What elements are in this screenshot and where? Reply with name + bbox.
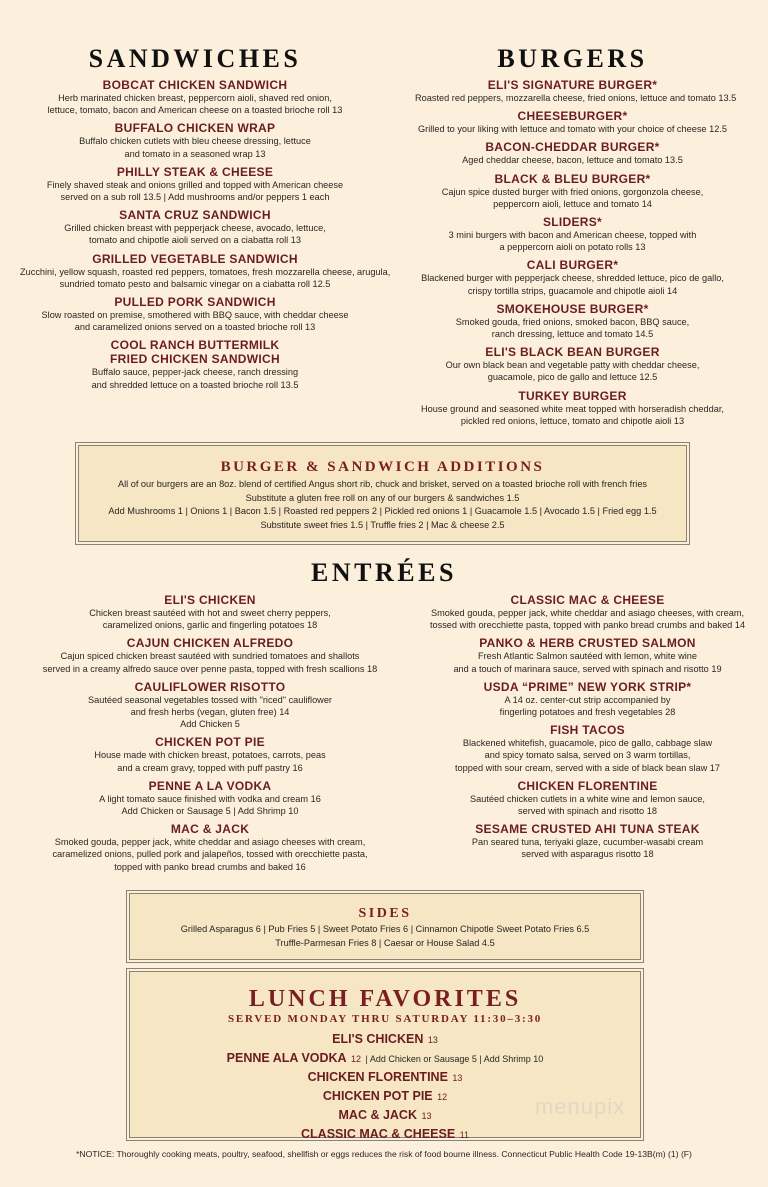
burgers-section xyxy=(415,44,737,432)
lunch-items xyxy=(130,1030,640,1144)
item-description: and fresh herbs (vegan, gluten free) 14 xyxy=(130,707,290,718)
sandwiches-list xyxy=(20,78,391,391)
entrees-title: ENTRÉES xyxy=(311,558,457,587)
item-description: sundried tomato pesto and balsamic vinegar on a ciabatta roll 12.5 xyxy=(59,278,331,289)
sandwiches-section xyxy=(20,44,391,396)
menu-item xyxy=(20,165,370,203)
item-description: Blackened whitefish, guacamole, pico de gallo, cabbage slaw xyxy=(462,738,713,749)
item-name: BOBCAT CHICKEN SANDWICH xyxy=(102,78,288,92)
item-description: guacamole, pico de gallo and lettuce 12.5 xyxy=(487,372,658,383)
item-name: SESAME CRUSTED AHI TUNA STEAK xyxy=(475,822,700,837)
menu-item xyxy=(20,295,370,333)
box-line: Substitute a gluten free roll on any of our burgers & sandwiches 1.5 xyxy=(245,492,520,503)
menu-item xyxy=(20,636,400,674)
item-description: and tomato in a seasoned wrap 13 xyxy=(124,148,266,159)
menu-item xyxy=(20,593,400,631)
item-name: SMOKEHOUSE BURGER* xyxy=(496,301,649,316)
item-description: Add Chicken or Sausage 5 | Add Shrimp 10 xyxy=(121,806,299,817)
menu-item xyxy=(400,680,768,718)
item-name: PANKO & HERB CRUSTED SALMON xyxy=(479,636,696,651)
menu-item xyxy=(20,822,400,873)
item-name: ELI'S SIGNATURE BURGER* xyxy=(487,78,658,92)
item-description: House ground and seasoned white meat topped with horseradish cheddar, xyxy=(421,403,724,414)
lunch-subtitle: SERVED MONDAY THRU SATURDAY 11:30–3:30 xyxy=(227,1013,543,1025)
entrees-left-list xyxy=(20,593,400,873)
item-description: peppercorn aioli, lettuce and tomato 14 xyxy=(493,198,652,209)
menu-item xyxy=(20,338,370,390)
item-description: and a touch of marinara sauce, served with spinach and risotto 19 xyxy=(453,663,722,674)
item-description: and spicy tomato salsa, served on 3 warm tortillas, xyxy=(484,750,691,761)
item-description: House made with chicken breast, potatoes, carrots, peas xyxy=(94,750,326,761)
item-description: tossed with orecchiette pasta, topped with panko bread crumbs and baked 14 xyxy=(429,620,746,631)
item-description: Add Chicken 5 xyxy=(180,719,240,730)
item-description: Blackened burger with pepperjack cheese, shredded lettuce, pico de gallo, xyxy=(421,273,724,284)
lunch-item-name: ELI'S CHICKEN xyxy=(332,1032,424,1046)
item-name: CAJUN CHICKEN ALFREDO xyxy=(126,636,294,651)
additions-box xyxy=(78,445,687,542)
item-name: ELI'S BLACK BEAN BURGER xyxy=(485,345,660,360)
menu-item xyxy=(415,172,730,210)
lunch-item-price: 13 xyxy=(452,1073,463,1083)
item-description: served with asparagus risotto 18 xyxy=(521,849,654,860)
menu-item xyxy=(400,636,768,674)
item-name: CHICKEN POT PIE xyxy=(155,735,265,750)
item-name: ELI'S CHICKEN xyxy=(164,593,256,607)
menu-item xyxy=(400,779,768,817)
item-name: BACON-CHEDDAR BURGER* xyxy=(485,140,660,155)
item-description: Our own black bean and vegetable patty with cheddar cheese, xyxy=(445,360,700,371)
box-line: Substitute sweet fries 1.5 | Truffle fries 2 | Mac & cheese 2.5 xyxy=(260,519,505,530)
item-description: lettuce, tomato, bacon and American cheese on a toasted brioche roll 13 xyxy=(47,105,343,116)
item-description: tomato and chipotle aioli served on a ciabatta roll 13 xyxy=(89,235,301,246)
item-name: USDA “PRIME” NEW YORK STRIP* xyxy=(483,679,692,694)
menu-item xyxy=(415,258,730,296)
item-description: fingerling potatoes and fresh vegetables 28 xyxy=(499,707,676,718)
entrees-right xyxy=(400,593,768,866)
entrees-left xyxy=(20,593,400,878)
lunch-item-price: 13 xyxy=(427,1035,438,1045)
lunch-item xyxy=(130,1049,640,1068)
item-description: caramelized onions, garlic and fingerling potatoes 18 xyxy=(102,620,318,631)
menu-item xyxy=(415,215,730,253)
item-description: Smoked gouda, pepper jack, white cheddar and asiago cheeses, with cream, xyxy=(430,608,745,618)
item-name: PENNE A LA VODKA xyxy=(148,778,272,793)
item-name: COOL RANCH BUTTERMILK xyxy=(110,338,280,353)
menu-item xyxy=(400,593,768,631)
menu-item xyxy=(400,723,768,774)
item-name: BLACK & BLEU BURGER* xyxy=(494,171,651,186)
item-name: CLASSIC MAC & CHEESE xyxy=(510,593,665,607)
item-description: Pan seared tuna, teriyaki glaze, cucumber-wasabi cream xyxy=(471,837,704,848)
item-description: served in a creamy alfredo sauce over penne pasta, topped with fresh scallions 18 xyxy=(42,663,378,674)
menu-item xyxy=(20,78,370,116)
item-description: Sautéed chicken cutlets in a white wine and lemon sauce, xyxy=(470,793,705,804)
item-description: pickled red onions, lettuce, tomato and chipotle aioli 13 xyxy=(460,415,685,426)
item-description: Cajun spiced chicken breast sautéed with sundried tomatoes and shallots xyxy=(60,651,360,662)
item-name: CHEESEBURGER* xyxy=(517,109,628,124)
item-description: topped with panko bread crumbs and baked 16 xyxy=(114,861,306,872)
lunch-item-price: 11 xyxy=(459,1130,469,1140)
item-description: served with spinach and risotto 18 xyxy=(518,806,657,817)
item-description: Smoked gouda, pepper jack, white cheddar and asiago cheeses with cream, xyxy=(54,837,366,848)
item-description: Chicken breast sautéed with hot and sweet cherry peppers, xyxy=(89,608,331,618)
item-description: Finely shaved steak and onions grilled and topped with American cheese xyxy=(46,179,344,190)
item-name: MAC & JACK xyxy=(170,822,250,837)
item-description: crispy tortilla strips, guacamole and chipotle aioli 14 xyxy=(467,285,678,296)
item-description: and caramelized onions served on a toasted brioche roll 13 xyxy=(74,322,316,333)
menu-item xyxy=(415,345,730,383)
additions-lines xyxy=(79,478,686,532)
item-name: TURKEY BURGER xyxy=(518,388,627,403)
item-description: topped with sour cream, served with a side of black bean slaw 17 xyxy=(454,762,721,773)
item-description: Slow roasted on premise, smothered with BBQ sauce, with cheddar cheese xyxy=(41,310,349,321)
item-description: Cajun spice dusted burger with fried onions, gorgonzola cheese, xyxy=(441,186,704,197)
item-description: and a cream gravy, topped with puff pastry 16 xyxy=(117,762,303,773)
lunch-item-price: 13 xyxy=(421,1111,432,1121)
item-description: Roasted red peppers, mozzarella cheese, fried onions, lettuce and tomato 13.5 xyxy=(415,93,737,103)
item-description: Grilled to your liking with lettuce and tomato with your choice of cheese 12.5 xyxy=(418,124,727,135)
lunch-item-name: CHICKEN POT PIE xyxy=(322,1089,433,1103)
lunch-item-name: MAC & JACK xyxy=(338,1108,417,1122)
menu-item xyxy=(400,822,768,860)
sides-box xyxy=(129,893,641,960)
menu-item xyxy=(20,779,400,817)
item-name: GRILLED VEGETABLE SANDWICH xyxy=(92,251,298,266)
lunch-title: LUNCH FAVORITES xyxy=(248,986,522,1012)
item-name: SLIDERS* xyxy=(542,215,603,230)
lunch-item-name: PENNE ALA VODKA xyxy=(226,1051,347,1065)
lunch-item-price: 12 xyxy=(437,1092,448,1102)
item-description: Smoked gouda, fried onions, smoked bacon, BBQ sauce, xyxy=(455,316,690,327)
menu-item xyxy=(20,208,370,246)
menu-item xyxy=(415,109,730,135)
item-description: ranch dressing, lettuce and tomato 14.5 xyxy=(491,329,654,340)
menu-item xyxy=(20,251,391,290)
menu-item xyxy=(20,121,370,159)
item-name: FISH TACOS xyxy=(550,723,625,738)
menupix-watermark: menupix xyxy=(535,1094,626,1119)
menu-item xyxy=(415,302,730,340)
item-name: CAULIFLOWER RISOTTO xyxy=(134,679,286,694)
item-name: PHILLY STEAK & CHEESE xyxy=(116,164,274,179)
item-name: BUFFALO CHICKEN WRAP xyxy=(114,121,276,136)
item-description: Aged cheddar cheese, bacon, lettuce and tomato 13.5 xyxy=(462,155,683,166)
footnote: *NOTICE: Thoroughly cooking meats, poultry, seafood, shellfish or eggs reduces the risk of food bourne illness. Connecticut Public Health Code 19-13B(m) (1) (F) xyxy=(76,1149,692,1159)
box-line: Truffle-Parmesan Fries 8 | Caesar or House Salad 4.5 xyxy=(275,937,495,948)
item-name: PULLED PORK SANDWICH xyxy=(114,295,276,310)
sides-title: SIDES xyxy=(358,906,412,921)
lunch-item-name: CHICKEN FLORENTINE xyxy=(307,1070,448,1084)
item-description: Herb marinated chicken breast, peppercorn aioli, shaved red onion, xyxy=(58,93,332,103)
lunch-item xyxy=(130,1068,640,1087)
lunch-item-price: 12 xyxy=(351,1054,362,1064)
item-description: Zucchini, yellow squash, roasted red peppers, tomatoes, fresh mozzarella cheese, arugula, xyxy=(20,266,391,277)
item-description: Buffalo chicken cutlets with bleu cheese dressing, lettuce xyxy=(79,136,311,147)
lunch-item-extra: | Add Chicken or Sausage 5 | Add Shrimp 10 xyxy=(365,1054,544,1064)
item-description: Sautéed seasonal vegetables tossed with "riced" cauliflower xyxy=(87,694,332,705)
burgers-list xyxy=(415,78,737,427)
menu-item xyxy=(20,735,400,773)
sides-lines xyxy=(130,923,640,950)
item-description: a peppercorn aioli on potato rolls 13 xyxy=(499,242,646,253)
menu-item xyxy=(415,389,730,427)
box-line: Grilled Asparagus 6 | Pub Fries 5 | Sweet Potato Fries 6 | Cinnamon Chipotle Sweet Potato Fries 6.5 xyxy=(180,924,590,934)
item-description: Buffalo sauce, pepper-jack cheese, ranch dressing xyxy=(91,367,299,378)
box-line: Add Mushrooms 1 | Onions 1 | Bacon 1.5 | Roasted red peppers 2 | Pickled red onions 1 | Guacamole 1.5 | Avocado 1.5 | Fried egg 1.5 xyxy=(108,506,657,516)
additions-title: BURGER & SANDWICH ADDITIONS xyxy=(220,459,545,475)
item-description: A light tomato sauce finished with vodka and cream 16 xyxy=(99,793,321,804)
menu-item xyxy=(415,78,737,104)
menu-item xyxy=(20,680,400,731)
lunch-item-name: CLASSIC MAC & CHEESE xyxy=(301,1127,456,1141)
item-name: CALI BURGER* xyxy=(526,258,619,273)
item-description: Fresh Atlantic Salmon sautéed with lemon, white wine xyxy=(477,651,698,662)
burgers-title: BURGERS xyxy=(497,44,648,73)
item-description: served on a sub roll 13.5 | Add mushrooms and/or peppers 1 each xyxy=(60,192,330,203)
item-name: CHICKEN FLORENTINE xyxy=(517,778,658,793)
item-description: and shredded lettuce on a toasted brioche roll 13.5 xyxy=(91,379,299,390)
item-description: Grilled chicken breast with pepperjack cheese, avocado, lettuce, xyxy=(64,223,326,234)
box-line: All of our burgers are an 8oz. blend of certified Angus short rib, chuck and brisket, served on a toasted brioche roll with french fries xyxy=(117,479,648,489)
item-description: A 14 oz. center-cut strip accompanied by xyxy=(504,694,671,705)
lunch-item xyxy=(130,1125,640,1144)
entrees-right-list xyxy=(400,593,768,861)
item-description: caramelized onions, pulled pork and jalapeños, tossed with orecchiette pasta, xyxy=(52,849,368,860)
item-name: SANTA CRUZ SANDWICH xyxy=(119,208,271,223)
sandwiches-title: SANDWICHES xyxy=(88,44,302,73)
item-name: FRIED CHICKEN SANDWICH xyxy=(110,352,280,367)
item-description: 3 mini burgers with bacon and American cheese, topped with xyxy=(448,230,697,241)
menu-item xyxy=(415,140,730,166)
lunch-item xyxy=(130,1030,640,1049)
